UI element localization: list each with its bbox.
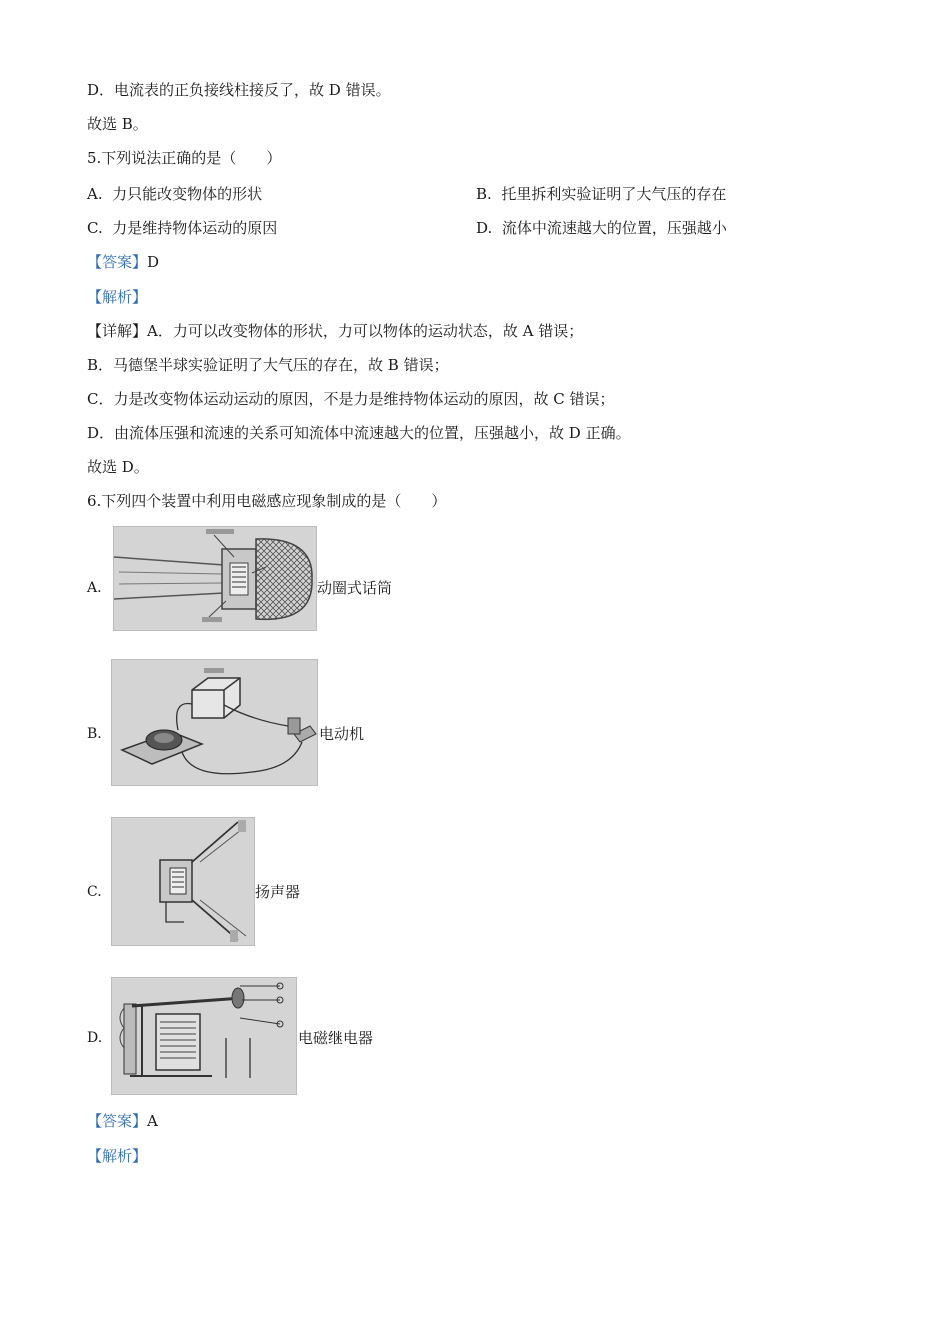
q5-analysis-tag — [87, 287, 147, 307]
q6-option-b-letter: B. — [87, 726, 102, 742]
prev-d-explanation: D．电流表的正负接线柱接反了，故 D 错误。 — [87, 81, 391, 99]
q6-option-a-letter: A. — [87, 580, 102, 596]
answer-value: D — [147, 253, 160, 271]
q5-option-text: 托里拆利实验证明了大气压的存在 — [501, 185, 727, 203]
q6-option-c-caption: 扬声器 — [255, 883, 301, 901]
answer-tag: 【答案】 — [87, 253, 148, 271]
q6-option-d-caption: 电磁继电器 — [298, 1029, 374, 1047]
q5-detail-d: D．由流体压强和流速的关系可知流体中流速越大的位置，压强越小，故 D 正确。 — [87, 424, 631, 442]
q5-answer — [87, 252, 159, 272]
prev-conclusion: 故选 B。 — [87, 115, 148, 133]
q5-detail-b: B．马德堡半球实验证明了大气压的存在，故 B 错误； — [87, 356, 449, 374]
detail-tag: 【详解】 — [87, 322, 148, 340]
q5-detail-c: C．力是改变物体运动运动的原因，不是力是维持物体运动的原因，故 C 错误； — [87, 390, 615, 408]
q5-option-letter: A. — [87, 185, 103, 203]
q6-option-c-letter: C. — [87, 884, 102, 900]
q6-option-d-letter: D. — [87, 1030, 103, 1046]
q5-option-text: 力是维持物体运动的原因 — [112, 219, 278, 237]
q5-option-text: 流体中流速越大的位置，压强越小 — [501, 219, 727, 237]
q5-option-letter: C. — [87, 219, 103, 237]
q5-option-a — [87, 184, 262, 204]
analysis-tag: 【解析】 — [87, 288, 148, 306]
q5-option-d — [476, 218, 727, 238]
q5-option-letter: B. — [476, 185, 492, 203]
q6-answer — [87, 1111, 158, 1131]
q5-option-letter: D. — [476, 219, 493, 237]
q5-conclusion: 故选 D。 — [87, 458, 149, 476]
relay-diagram — [111, 977, 297, 1095]
q5-option-b — [476, 184, 726, 204]
q6-option-b-caption: 电动机 — [319, 725, 365, 743]
motor-circuit-diagram — [111, 659, 318, 786]
answer-tag: 【答案】 — [87, 1112, 148, 1130]
q5-stem: 5.下列说法正确的是（ ） — [87, 149, 282, 167]
q5-detail-a — [87, 321, 583, 341]
speaker-diagram — [111, 817, 255, 946]
answer-value: A — [147, 1112, 158, 1130]
q6-option-a-caption: 动圈式话筒 — [317, 579, 393, 597]
q5-option-c — [87, 218, 277, 238]
q5-option-text: 力只能改变物体的形状 — [112, 185, 263, 203]
analysis-tag: 【解析】 — [87, 1147, 148, 1165]
detail-a-text: A．力可以改变物体的形状，力可以物体的运动状态，故 A 错误； — [147, 322, 584, 340]
q6-stem: 6.下列四个装置中利用电磁感应现象制成的是（ ） — [87, 492, 447, 510]
q6-analysis-tag — [87, 1146, 147, 1166]
microphone-diagram — [113, 526, 317, 631]
